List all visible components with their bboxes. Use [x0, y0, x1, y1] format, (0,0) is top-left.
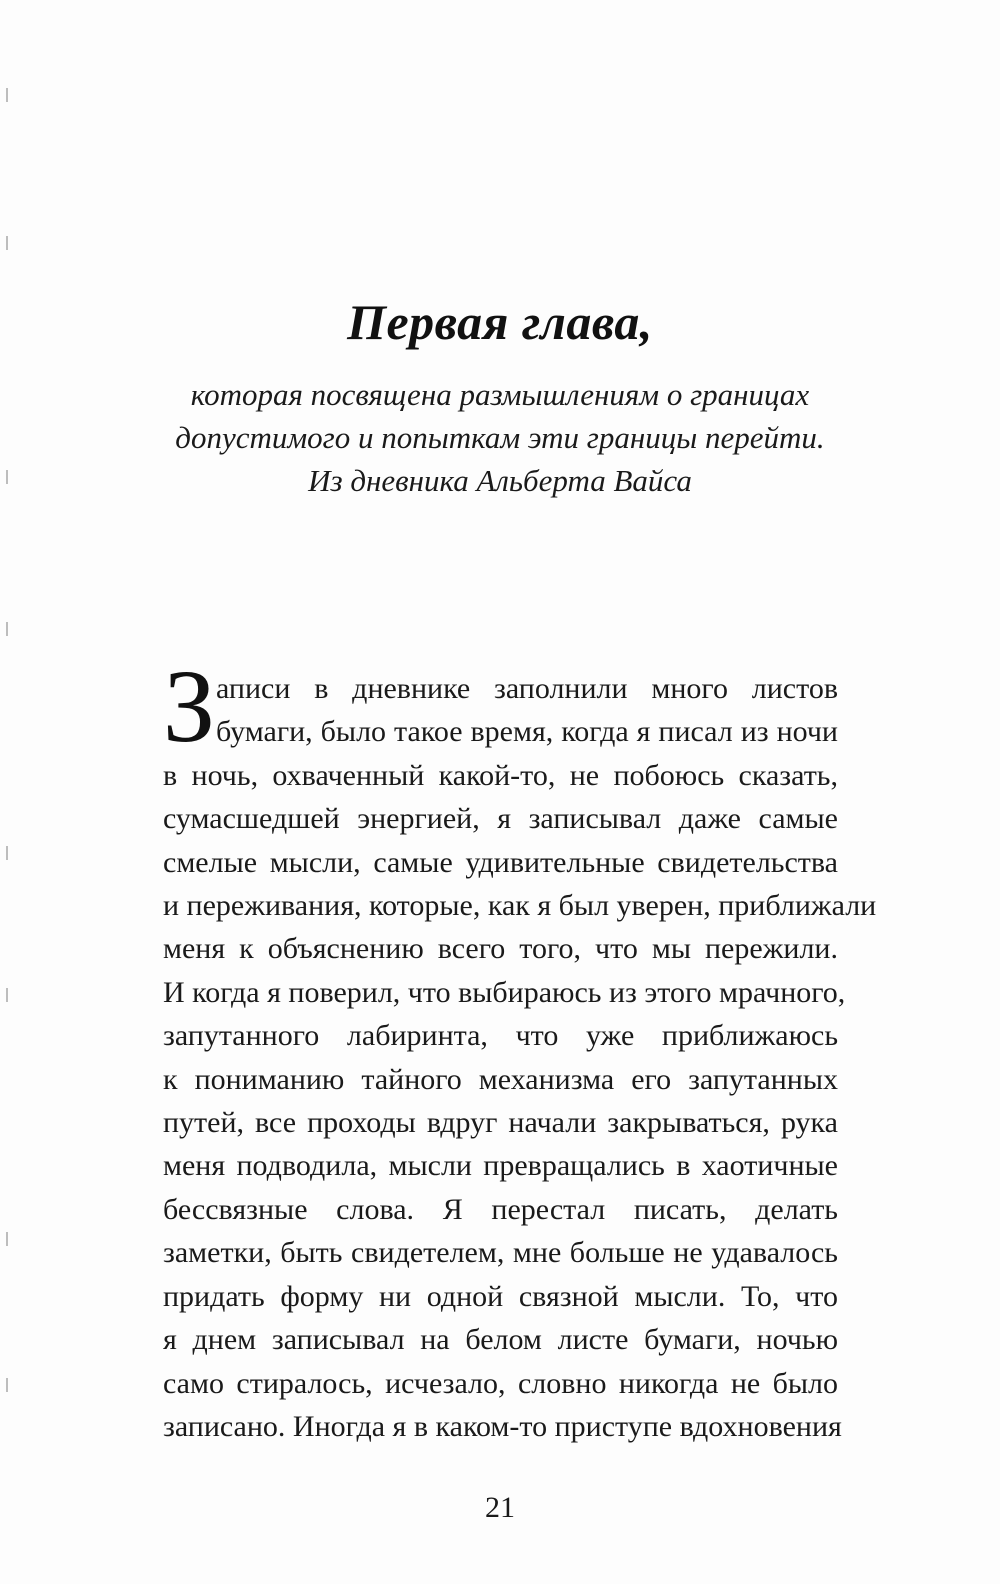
text-line: я днем записывал на белом листе бумаги, ночью [163, 1323, 838, 1357]
text-line: само стиралось, исчезало, словно никогда не было [163, 1366, 838, 1400]
text-line: меня к объяснению всего того, что мы пережили. [163, 932, 838, 966]
chapter-subtitle [0, 373, 1000, 502]
text-line: придать форму ни одной связной мысли. То, что [163, 1279, 838, 1313]
text-line: и переживания, которые, как я был уверен, приближали [163, 889, 877, 923]
text-line: записано. Иногда я в каком-то приступе вдохновения [163, 1409, 842, 1443]
subtitle-line: допустимого и попыткам эти границы перейти. [175, 420, 825, 455]
body-paragraph [163, 649, 877, 1448]
text-line: путей, все проходы вдруг начали закрываться, рука [163, 1106, 838, 1140]
text-line: к пониманию тайного механизма его запутанных [163, 1062, 838, 1096]
text-line: меня подводила, мысли превращались в хаотичные [163, 1149, 838, 1183]
text-line: запутанного лабиринта, что уже приближаюсь [163, 1019, 838, 1053]
text-line: И когда я поверил, что выбираюсь из этого мрачного, [163, 975, 846, 1009]
page-number: 21 [485, 1491, 515, 1524]
scan-edge-marks [4, 0, 14, 1584]
text-line: бессвязные слова. Я перестал писать, делать [163, 1192, 838, 1226]
drop-cap: З [163, 649, 216, 764]
text-line: аписи в дневнике заполнили много листов [216, 672, 838, 705]
subtitle-line: Из дневника Альберта Вайса [308, 463, 692, 498]
subtitle-line: которая посвящена размышлениям о границах [190, 377, 810, 412]
chapter-title: Первая глава, [347, 294, 653, 350]
text-line: заметки, быть свидетелем, мне больше не удавалось [163, 1236, 838, 1270]
text-line: смелые мысли, самые удивительные свидетельства [163, 845, 838, 879]
text-line: сумасшедшей энергией, я записывал даже самые [163, 802, 838, 836]
text-line: бумаги, было такое время, когда я писал из ночи [216, 715, 838, 749]
text-line: в ночь, охваченный какой-то, не побоюсь сказать, [163, 758, 838, 792]
